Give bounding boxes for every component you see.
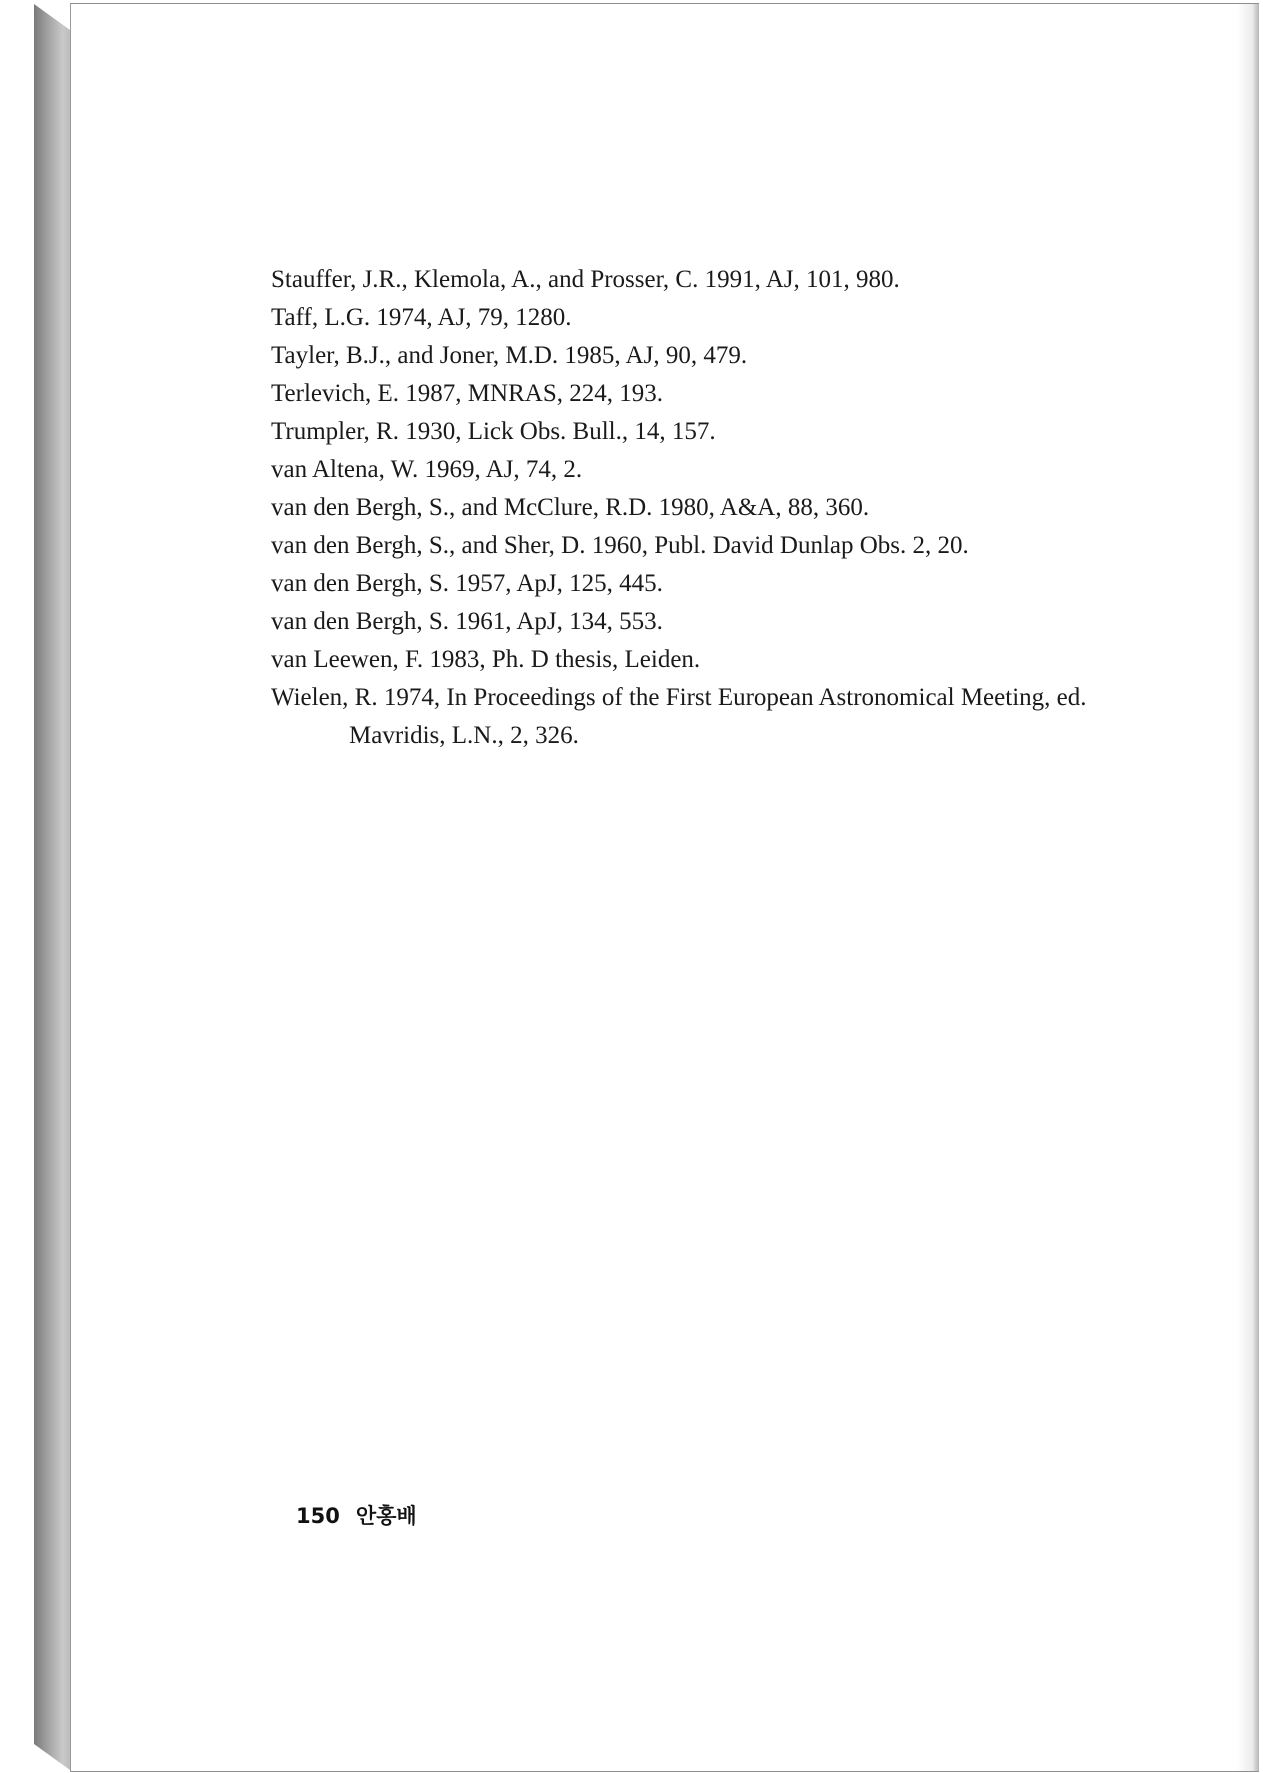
reference-item: van Altena, W. 1969, AJ, 74, 2. — [271, 456, 583, 483]
reference-item: van den Bergh, S., and McClure, R.D. 1980, A&A, 88, 360. — [271, 494, 870, 521]
reference-item: Trumpler, R. 1930, Lick Obs. Bull., 14, 157. — [271, 418, 716, 445]
page-number: 150 — [296, 1504, 340, 1528]
reference-item: Taff, L.G. 1974, AJ, 79, 1280. — [271, 304, 572, 331]
reference-item: van Leewen, F. 1983, Ph. D thesis, Leiden. — [271, 646, 701, 673]
reference-item: van den Bergh, S., and Sher, D. 1960, Publ. David Dunlap Obs. 2, 20. — [271, 532, 969, 559]
reference-item: Wielen, R. 1974, In Proceedings of the First European Astronomical Meeting, ed. Mavridis, L.N., 2, 326. — [271, 684, 1087, 749]
reference-list — [271, 261, 1131, 755]
running-author: 안홍배 — [355, 1504, 417, 1528]
page-footer — [296, 1500, 417, 1530]
reference-item: Stauffer, J.R., Klemola, A., and Prosser, C. 1991, AJ, 101, 980. — [271, 266, 900, 293]
book-spine — [34, 4, 70, 1770]
reference-item: van den Bergh, S. 1961, ApJ, 134, 553. — [271, 608, 663, 635]
page-edge-shadow — [1237, 4, 1259, 1771]
reference-item: Terlevich, E. 1987, MNRAS, 224, 193. — [271, 380, 663, 407]
reference-item: Tayler, B.J., and Joner, M.D. 1985, AJ, 90, 479. — [271, 342, 748, 369]
reference-item: van den Bergh, S. 1957, ApJ, 125, 445. — [271, 570, 663, 597]
